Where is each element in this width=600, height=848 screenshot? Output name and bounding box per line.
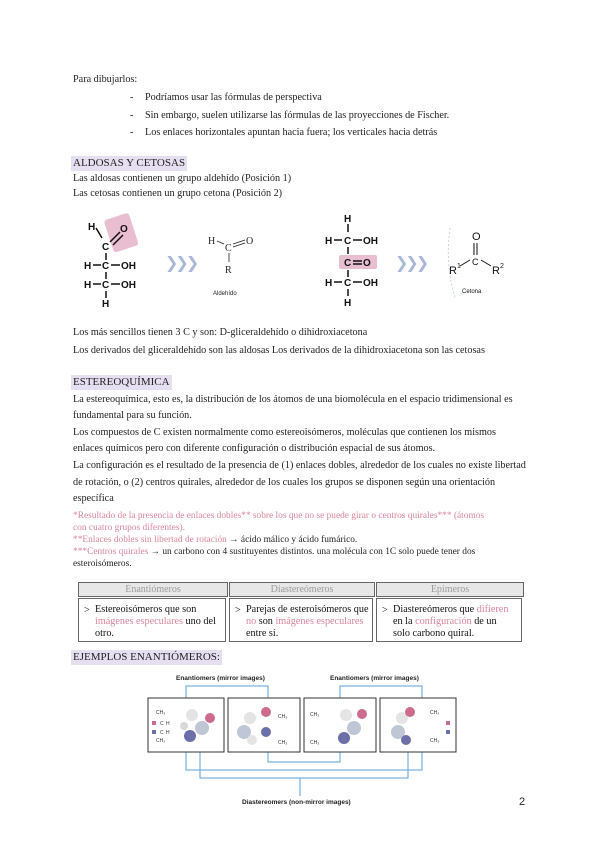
marker: > <box>84 605 90 616</box>
estereo-p3-b: de rotación, o (2) centros quirales, alrededor de los cuales los grupos se disponen según una orientación <box>73 477 496 488</box>
estereo-p3-a: La configuración es el resultado de la presencia de (1) enlaces dobles, alrededor de los cuales no existe libertad <box>73 460 526 471</box>
note-3-pre: ***Centros quirales <box>73 547 149 557</box>
ch3-label: CH₃ <box>156 738 166 744</box>
atom-c: C <box>344 278 352 289</box>
bottom-label: Diastereomers (non-mirror images) <box>242 799 351 806</box>
atom-c: C <box>102 242 110 253</box>
table-cell-enantiomeros <box>78 598 226 642</box>
aldosas-line-2: Las cetosas contienen un grupo cetona (Posición 2) <box>73 188 283 199</box>
atom-oh: OH <box>121 261 136 272</box>
col2-highlight-no: no <box>246 616 257 627</box>
table-header-enantiomeros: Enantiómeros <box>78 582 228 597</box>
col2-highlight: imágenes especulares <box>275 616 364 627</box>
intro-bullet-2: Sin embargo, suelen utilizarse las fórmulas de las proyecciones de Fischer. <box>145 110 450 121</box>
dihydroxyacetone-structure <box>325 214 378 309</box>
col1-text-c: uno del <box>182 616 216 627</box>
ch3-label: CH₃ <box>278 740 288 746</box>
superscript-2: 2 <box>500 263 504 270</box>
table-header-diastereomeros: Diasterеómeros <box>229 582 375 597</box>
top-label-left: Enantiomers (mirror images) <box>176 675 265 682</box>
molecule-box-2 <box>228 698 300 752</box>
atom-c: C <box>344 258 352 269</box>
atom-o: O <box>363 258 371 269</box>
atom-oh: OH <box>121 280 136 291</box>
col1-highlight: imágenes especulares <box>95 616 183 627</box>
table-cell-epimeros <box>376 598 522 642</box>
intro-lead: Para dibujarlos: <box>73 74 138 85</box>
molecule-box-4 <box>380 698 456 752</box>
table-cell-diastereomeros <box>229 598 373 642</box>
ch3-label: CH₃ <box>156 710 166 716</box>
col2-text-c: son <box>256 616 276 627</box>
ch3-label: CH₃ <box>430 738 440 744</box>
top-label-right: Enantiomers (mirror images) <box>330 675 419 682</box>
estereo-p1-b: fundamental para su función. <box>73 410 192 421</box>
section-heading-estereoquimica: ESTEREOQUÍMICA <box>73 376 170 388</box>
superscript-1: 1 <box>457 263 461 270</box>
arrow-icon: → <box>150 547 160 557</box>
atom-h: H <box>102 299 110 310</box>
section-heading-ejemplos: EJEMPLOS ENANTIÓMEROS: <box>73 651 220 663</box>
atom-o: O <box>120 224 128 235</box>
estereo-p3-c: específica <box>73 493 114 504</box>
ch3-label: CH₃ <box>310 740 320 746</box>
col1-text-d: otro. <box>95 628 114 639</box>
page-number: 2 <box>519 796 526 808</box>
chevrons-2: ❯❯❯ <box>395 253 427 272</box>
atom-o: O <box>246 236 254 247</box>
atom-h: H <box>208 236 216 247</box>
enantiomers-figure <box>140 670 460 810</box>
note-2-pre: **Enlaces dobles sin libertad de rotación <box>73 535 227 545</box>
marker: > <box>235 605 241 616</box>
fischer-c: C <box>160 721 164 727</box>
arrow-icon: → <box>229 535 239 545</box>
bullet-mark: - <box>130 92 134 103</box>
col3-text-c: en la <box>393 616 416 627</box>
atom-h: H <box>344 298 352 309</box>
atom-oh: OH <box>363 278 378 289</box>
col3-text-f: solo carbono quiral. <box>393 628 475 639</box>
table-header-epimeros: Epímeros <box>376 582 524 597</box>
atom-h: H <box>84 280 92 291</box>
estereo-p1-a: La estereoquímica, esto es, la distribución de los átomos de una biomolécula en el espacio tridimensional es <box>73 394 513 405</box>
chevrons-1: ❯❯❯ <box>165 253 197 272</box>
atom-c: C <box>102 280 110 291</box>
aldehyde-label: Aldehído <box>213 291 237 297</box>
ch3-label: CH₃ <box>278 714 288 720</box>
note-3b: esteroisómeros. <box>73 559 132 569</box>
note-1b: con cuatro grupos diferentes). <box>73 523 185 533</box>
atom-r: R <box>225 265 232 276</box>
note-1a: *Resultado de la presencia de enlaces dobles** sobre los que no se puede girar o centros quirales*** (átomos <box>73 511 485 521</box>
atom-c: C <box>344 236 352 247</box>
atom-c: C <box>102 261 110 272</box>
note-2-post: ácido málico y ácido fumárico. <box>240 535 358 545</box>
atom-o: O <box>472 231 481 243</box>
aldosas-line-3: Los más sencillos tienen 3 C y son: D-gliceraldehído o dihidroxiacetona <box>73 327 368 338</box>
col3-text-e: de un <box>471 616 497 627</box>
atom-c: C <box>472 257 479 267</box>
col3-text-a: Diasterеómeros que <box>393 604 477 615</box>
intro-bullet-1: Podríamos usar las fórmulas de perspectiva <box>145 92 322 103</box>
ketone-structure <box>448 228 504 298</box>
atom-r2: R <box>492 265 500 277</box>
atom-h: H <box>88 222 96 233</box>
atom-h: H <box>325 278 333 289</box>
atom-r1: R <box>449 265 457 277</box>
intro-bullet-3: Los enlaces horizontales apuntan hacia fuera; los verticales hacia detrás <box>145 127 438 138</box>
estereo-p2-a: Los compuestos de C existen normalmente como estereoisómeros, moléculas que contienen los mismos <box>73 427 496 438</box>
col2-text-a: Parejas de esteroisómeros que <box>246 604 369 615</box>
col3-highlight-config: configuración <box>415 616 472 627</box>
fischer-h: H <box>166 730 170 736</box>
ch3-label: CH₃ <box>430 710 440 716</box>
ch3-label: CH₃ <box>310 712 320 718</box>
estereo-p2-b: enlaces químicos pero con diferente configuración o distribución espacial de sus átomos. <box>73 443 436 454</box>
bullet-mark: - <box>130 110 134 121</box>
ketone-label: Cetona <box>462 289 482 295</box>
atom-h: H <box>84 261 92 272</box>
col2-text-e: entre sí. <box>246 628 279 639</box>
marker: > <box>382 605 388 616</box>
section-heading-aldosas: ALDOSAS Y CETOSAS <box>73 157 186 169</box>
notes-block <box>73 510 533 570</box>
atom-oh: OH <box>363 236 378 247</box>
col1-text-a: Estereoisómeros que son <box>95 604 197 615</box>
note-3-post: un carbono con 4 sustituyentes distintos. una molécula con 1C solo puede tener dos <box>162 547 476 557</box>
col1-line-a <box>95 604 221 616</box>
atom-h: H <box>344 214 352 225</box>
molecule-box-3 <box>304 698 376 752</box>
bullet-mark: - <box>130 127 134 138</box>
fischer-c: C <box>160 730 164 736</box>
atom-c: C <box>225 243 232 254</box>
glyceraldehyde-structure <box>84 212 139 310</box>
col3-highlight-difieren: difieren <box>476 604 509 615</box>
aldosas-line-1: Las aldosas contienen un grupo aldehído (Posición 1) <box>73 173 292 184</box>
aldose-ketose-figure <box>70 208 540 313</box>
molecule-box-1 <box>148 698 224 752</box>
aldosas-line-4: Los derivados del gliceraldehído son las aldosas Los derivados de la dihidroxiacetona son las cetosas <box>73 345 485 356</box>
atom-h: H <box>325 236 333 247</box>
aldehyde-structure <box>208 236 253 297</box>
fischer-h: H <box>166 721 170 727</box>
